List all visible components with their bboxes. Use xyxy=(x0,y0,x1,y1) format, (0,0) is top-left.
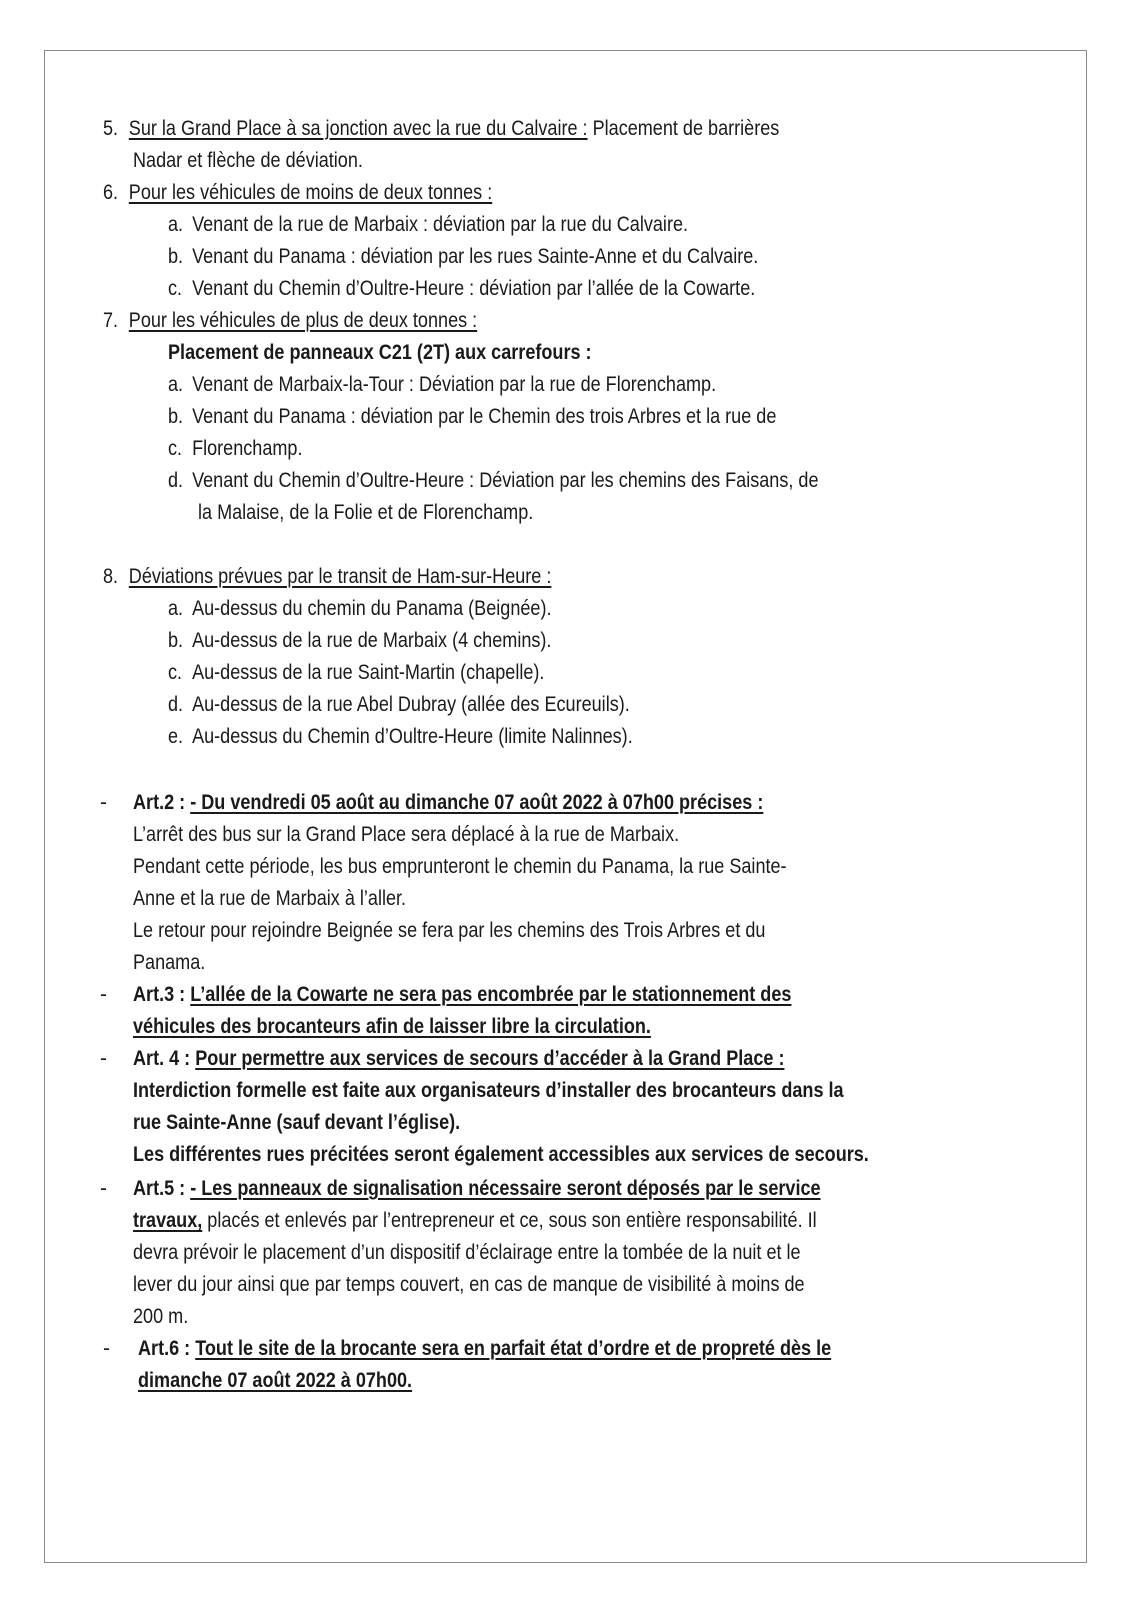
article-label: Art.6 : xyxy=(138,1337,196,1360)
item-title: Pour les véhicules de plus de deux tonnes : xyxy=(128,309,478,332)
article-text: placés et enlevés par l’entrepreneur et ce, sous son entière responsabilité. Il xyxy=(202,1209,817,1232)
sub-text: Venant du Panama : déviation par le Chemin des trois Arbres et la rue de xyxy=(192,405,777,428)
sub-item xyxy=(168,433,302,465)
sub-letter: a. xyxy=(168,213,184,236)
sub-item xyxy=(168,593,551,625)
article-label: Art.5 : xyxy=(133,1177,191,1200)
article-4 xyxy=(133,1043,784,1075)
sub-item xyxy=(168,689,630,721)
item-7 xyxy=(103,305,477,337)
sub-text: Venant du Panama : déviation par les rues Sainte-Anne et du Calvaire. xyxy=(192,245,759,268)
article-3 xyxy=(133,979,791,1011)
sub-text: Venant du Chemin d’Oultre-Heure : déviation par l’allée de la Cowarte. xyxy=(192,277,756,300)
item-5-cont: Nadar et flèche de déviation. xyxy=(133,149,363,172)
bullet-dash: - xyxy=(100,1047,107,1070)
sub-letter: a. xyxy=(168,373,184,396)
item-number: 6. xyxy=(103,181,119,204)
item-number: 7. xyxy=(103,309,119,332)
article-6 xyxy=(138,1333,831,1365)
article-line: Interdiction formelle est faite aux organisateurs d’installer des brocanteurs dans la xyxy=(133,1079,844,1102)
sub-letter: b. xyxy=(168,629,184,652)
sub-text: Venant du Chemin d’Oultre-Heure : Déviation par les chemins des Faisans, de xyxy=(192,469,819,492)
sub-item xyxy=(168,657,544,689)
article-5-line-2 xyxy=(133,1205,817,1237)
item-title: Sur la Grand Place à sa jonction avec la rue du Calvaire : xyxy=(128,117,588,140)
article-line: 200 m. xyxy=(133,1305,189,1328)
item-number: 5. xyxy=(103,117,119,140)
item-number: 8. xyxy=(103,565,119,588)
article-line: Anne et la rue de Marbaix à l’aller. xyxy=(133,887,407,910)
sub-text: Au-dessus du Chemin d’Oultre-Heure (limite Nalinnes). xyxy=(192,725,633,748)
item-6 xyxy=(103,177,492,209)
article-line: Panama. xyxy=(133,951,206,974)
article-text: Tout le site de la brocante sera en parfait état d’ordre et de propreté dès le xyxy=(195,1337,832,1360)
item-7-bold-line: Placement de panneaux C21 (2T) aux carrefours : xyxy=(168,341,592,364)
article-line: dimanche 07 août 2022 à 07h00. xyxy=(138,1369,413,1392)
article-2-heading xyxy=(133,787,763,819)
article-heading-cont: travaux, xyxy=(133,1209,203,1232)
article-label: Art.3 : xyxy=(133,983,191,1006)
sub-item xyxy=(168,273,755,305)
bullet-dash: - xyxy=(100,1177,107,1200)
article-label: Art.2 : xyxy=(133,791,191,814)
article-5 xyxy=(133,1173,821,1205)
article-line: Le retour pour rejoindre Beignée se fera par les chemins des Trois Arbres et du xyxy=(133,919,766,942)
sub-item xyxy=(168,625,551,657)
sub-letter: d. xyxy=(168,693,184,716)
sub-item xyxy=(168,465,818,497)
sub-item xyxy=(168,209,688,241)
article-line: Pendant cette période, les bus emprunteront le chemin du Panama, la rue Sainte- xyxy=(133,855,787,878)
sub-item xyxy=(168,369,716,401)
sub-letter: c. xyxy=(168,661,183,684)
item-title: Pour les véhicules de moins de deux tonnes : xyxy=(128,181,493,204)
sub-letter: b. xyxy=(168,245,184,268)
sub-letter: c. xyxy=(168,437,183,460)
sub-letter: c. xyxy=(168,277,183,300)
sub-item xyxy=(168,241,758,273)
sub-item xyxy=(168,401,776,433)
article-line: rue Sainte-Anne (sauf devant l’église). xyxy=(133,1111,461,1134)
article-text: L’allée de la Cowarte ne sera pas encombrée par le stationnement des xyxy=(190,983,792,1006)
article-line: lever du jour ainsi que par temps couvert, en cas de manque de visibilité à moins de xyxy=(133,1273,805,1296)
item-5 xyxy=(103,113,779,145)
bullet-dash: - xyxy=(100,791,107,814)
item-title: Déviations prévues par le transit de Ham-sur-Heure : xyxy=(128,565,552,588)
sub-text: Au-dessus de la rue de Marbaix (4 chemins). xyxy=(192,629,552,652)
article-line: véhicules des brocanteurs afin de laisser libre la circulation. xyxy=(133,1015,651,1038)
sub-letter: e. xyxy=(168,725,184,748)
article-line: Les différentes rues précitées seront également accessibles aux services de secours. xyxy=(133,1143,869,1166)
sub-text: Florenchamp. xyxy=(192,437,303,460)
article-heading: - Du vendredi 05 août au dimanche 07 août 2022 à 07h00 précises : xyxy=(190,791,764,814)
item-text: Placement de barrières xyxy=(587,117,780,140)
article-heading: Pour permettre aux services de secours d’accéder à la Grand Place : xyxy=(195,1047,785,1070)
article-line: L’arrêt des bus sur la Grand Place sera déplacé à la rue de Marbaix. xyxy=(133,823,680,846)
item-8 xyxy=(103,561,551,593)
sub-item-cont: la Malaise, de la Folie et de Florenchamp. xyxy=(198,501,534,524)
article-heading: - Les panneaux de signalisation nécessaire seront déposés par le service xyxy=(190,1177,821,1200)
sub-text: Venant de la rue de Marbaix : déviation par la rue du Calvaire. xyxy=(192,213,689,236)
sub-text: Venant de Marbaix-la-Tour : Déviation par la rue de Florenchamp. xyxy=(192,373,717,396)
sub-text: Au-dessus de la rue Saint-Martin (chapelle). xyxy=(192,661,545,684)
sub-text: Au-dessus de la rue Abel Dubray (allée des Ecureuils). xyxy=(192,693,630,716)
sub-letter: b. xyxy=(168,405,184,428)
bullet-dash: - xyxy=(100,983,107,1006)
article-label: Art. 4 : xyxy=(133,1047,196,1070)
sub-text: Au-dessus du chemin du Panama (Beignée). xyxy=(192,597,552,620)
article-line: devra prévoir le placement d’un dispositif d’éclairage entre la tombée de la nuit et le xyxy=(133,1241,801,1264)
sub-item xyxy=(168,721,633,753)
sub-letter: d. xyxy=(168,469,184,492)
sub-letter: a. xyxy=(168,597,184,620)
bullet-dash: - xyxy=(103,1337,110,1360)
